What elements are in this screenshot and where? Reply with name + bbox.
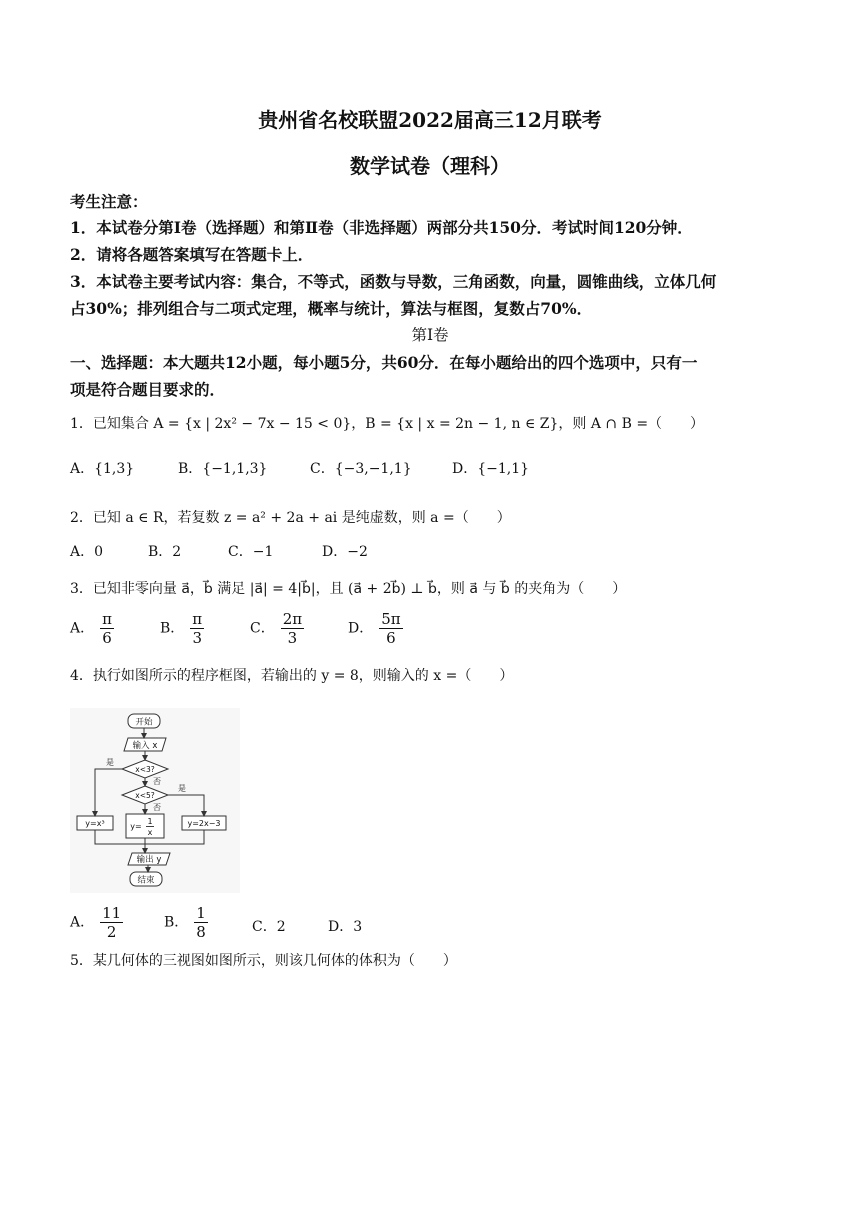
q4-option-b-fraction — [194, 904, 208, 941]
question-4-stem: 4．执行如图所示的程序框图，若输出的 y = 8，则输入的 x =（ ） — [70, 668, 514, 684]
question-2-stem: 2．已知 a ∈ R，若复数 z = a² + 2a + ai 是纯虚数，则 a =（ ） — [70, 510, 511, 526]
q3-option-c-denominator: 3 — [287, 629, 298, 647]
flowchart-mid-prefix: y= — [130, 822, 142, 831]
q4-option-b-numerator: 1 — [196, 904, 206, 922]
q3-option-b-fraction — [190, 610, 204, 647]
q4-option-d: D．3 — [328, 919, 363, 935]
q3-option-a-denominator: 6 — [102, 629, 112, 647]
flowchart-cond1-label: x<3? — [135, 765, 155, 774]
section-instructions-line-2: 项是符合题目要求的． — [70, 380, 226, 399]
q3-option-d-numerator: 5π — [381, 610, 401, 628]
flowchart-input-label: 输入 x — [132, 741, 158, 751]
flowchart-output-label: 输出 y — [136, 855, 162, 865]
question-5-stem: 5．某几何体的三视图如图所示，则该几何体的体积为（ ） — [70, 953, 457, 969]
q1-option-d: D．{−1,1} — [452, 461, 530, 477]
q1-option-c: C．{−3,−1,1} — [310, 461, 412, 477]
notice-item-2: 2．请将各题答案填写在答题卡上． — [70, 245, 314, 264]
flowchart-end-label: 结束 — [137, 875, 155, 886]
notice-heading: 考生注意： — [70, 192, 148, 211]
q3-option-c-label: C． — [250, 620, 275, 637]
q3-option-b-numerator: π — [192, 610, 203, 628]
flowchart-yes-label-1: 是 — [106, 758, 114, 767]
flowchart-mid-denominator: x — [147, 828, 153, 837]
q3-option-c — [250, 610, 304, 647]
q4-option-a-numerator: 11 — [102, 904, 122, 922]
flowchart-start-label: 开始 — [135, 717, 153, 728]
section-instructions-line-1: 一、选择题：本大题共12小题，每小题5分，共60分．在每小题给出的四个选项中，只有一 — [70, 353, 698, 372]
q3-option-d-fraction — [379, 610, 402, 647]
q4-option-a-denominator: 2 — [106, 923, 117, 941]
q4-option-a — [70, 904, 123, 941]
q4-option-a-fraction — [100, 904, 123, 941]
q4-option-a-label: A． — [70, 914, 95, 931]
q4-option-c: C．2 — [252, 919, 286, 935]
part-title: 第Ⅰ卷 — [411, 326, 449, 344]
q3-option-a-label: A． — [70, 620, 95, 637]
q4-option-b — [164, 904, 208, 941]
q2-option-b: B．2 — [148, 544, 182, 560]
q3-option-a-fraction — [100, 610, 114, 647]
q4-option-b-label: B． — [164, 914, 189, 931]
q3-option-a — [70, 610, 114, 647]
flowchart-figure — [70, 708, 240, 893]
q3-option-d — [348, 610, 403, 647]
flowchart-yes-label-2: 是 — [178, 784, 186, 793]
notice-item-1: 1．本试卷分第Ⅰ卷（选择题）和第Ⅱ卷（非选择题）两部分共150分．考试时间120分钟． — [70, 218, 693, 237]
question-1-stem: 1．已知集合 A = {x | 2x² − 7x − 15 < 0}，B = {x | x = 2n − 1, n ∈ Z}，则 A ∩ B =（ ） — [70, 416, 705, 432]
q3-option-c-fraction — [281, 610, 304, 647]
flowchart-no-label-1: 否 — [153, 777, 161, 786]
question-3-stem: 3．已知非零向量 a⃗，b⃗ 满足 |a⃗| = 4|b⃗|，且 (a⃗ + 2b⃗) ⊥ b⃗，则 a⃗ 与 b⃗ 的夹角为（ ） — [70, 581, 627, 597]
flowchart-mid-numerator: 1 — [147, 817, 153, 826]
q2-option-a: A．0 — [70, 544, 104, 560]
q3-option-b — [160, 610, 204, 647]
q1-option-a: A．{1,3} — [70, 461, 135, 477]
exam-subtitle: 数学试卷（理科） — [350, 154, 510, 178]
notice-item-3-line-1: 3．本试卷主要考试内容：集合，不等式，函数与导数，三角函数，向量，圆锥曲线，立体几何 — [70, 272, 717, 291]
q3-option-d-denominator: 6 — [386, 629, 396, 647]
q4-option-b-denominator: 8 — [196, 923, 206, 941]
q3-option-c-numerator: 2π — [282, 610, 303, 628]
q2-option-c: C．−1 — [228, 544, 274, 560]
q3-option-a-numerator: π — [102, 610, 112, 628]
exam-title: 贵州省名校联盟2022届高三12月联考 — [258, 108, 602, 132]
notice-item-3-line-2: 占30%；排列组合与二项式定理，概率与统计，算法与框图，复数占70%． — [70, 299, 593, 318]
flowchart-right-process-label: y=2x−3 — [187, 819, 221, 828]
flowchart-left-process-label: y=x³ — [85, 819, 105, 828]
q3-option-d-label: D． — [348, 620, 374, 637]
flowchart-no-label-2: 否 — [153, 803, 161, 812]
q1-option-b: B．{−1,1,3} — [178, 461, 268, 477]
q2-option-d: D．−2 — [322, 544, 368, 560]
q3-option-b-denominator: 3 — [192, 629, 202, 647]
flowchart-cond2-label: x<5? — [135, 791, 155, 800]
q3-option-b-label: B． — [160, 620, 185, 637]
